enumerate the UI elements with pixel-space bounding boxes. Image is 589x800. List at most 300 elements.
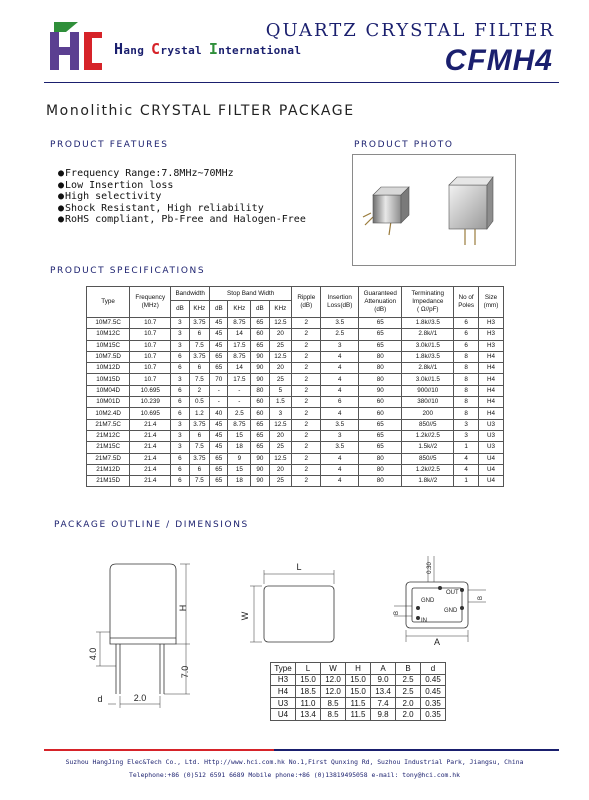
spec-cell: 21M12C (87, 430, 130, 441)
spec-cell: 45 (210, 318, 228, 329)
spec-cell: 4 (321, 453, 359, 464)
spec-cell: 2 (292, 363, 321, 374)
spec-cell: U3 (479, 430, 504, 441)
spec-cell: 3 (171, 419, 189, 430)
pin-label-in: IN (421, 618, 427, 624)
spec-cell: 5 (269, 385, 292, 396)
spec-cell: 4 (321, 374, 359, 385)
label-b-left: B (394, 610, 400, 616)
dims-cell: 2.0 (396, 709, 421, 721)
spec-cell: 90 (251, 453, 269, 464)
spec-cell: 18 (228, 476, 251, 487)
feature-item: ● Low Insertion loss (58, 180, 306, 192)
dims-cell: 7.4 (371, 697, 396, 709)
spec-cell: U3 (479, 419, 504, 430)
label-a: A (433, 637, 441, 647)
spec-cell: 21M7.5D (87, 453, 130, 464)
dims-cell: 15.0 (346, 686, 371, 698)
dims-cell: 9.8 (371, 709, 396, 721)
spec-cell: 25 (269, 374, 292, 385)
spec-cell: 10M01D (87, 397, 130, 408)
spec-cell: H4 (479, 374, 504, 385)
spec-cell: 380//10 (402, 397, 454, 408)
spec-cell: 3.75 (189, 453, 210, 464)
footer-contact: Telephone:+86 (0)512 6591 6689 Mobile phone:+86 (0)13819495058 e-mail: tony@hci.com.hk (129, 771, 460, 779)
feature-list (58, 168, 306, 226)
spec-cell: 60 (251, 329, 269, 340)
spec-cell: 6 (171, 408, 189, 419)
spec-cell: 7.5 (189, 374, 210, 385)
spec-cell: 3 (269, 408, 292, 419)
spec-cell: 3 (171, 442, 189, 453)
spec-cell: 80 (359, 374, 402, 385)
spec-cell: 21M15D (87, 476, 130, 487)
spec-cell: 6 (171, 397, 189, 408)
dims-cell: 18.5 (296, 686, 321, 698)
header-divider (44, 82, 559, 83)
spec-cell: 90 (251, 351, 269, 362)
spec-cell: 6 (321, 397, 359, 408)
spec-cell: 3 (321, 430, 359, 441)
spec-row (87, 430, 504, 441)
spec-cell: 6 (189, 329, 210, 340)
section-heading-outline: PACKAGE OUTLINE / DIMENSIONS (54, 520, 249, 530)
spec-cell: - (210, 397, 228, 408)
spec-cell: 1.5k//2 (402, 442, 454, 453)
spec-cell: 3.75 (189, 318, 210, 329)
spec-row (87, 397, 504, 408)
spec-cell: 40 (210, 408, 228, 419)
spec-cell: 90 (251, 476, 269, 487)
dimensions-table-body (271, 674, 446, 720)
spec-cell: 1.5 (269, 397, 292, 408)
col-header-insertion-loss: Insertion Loss(dB) (321, 287, 359, 318)
spec-cell: H3 (479, 318, 504, 329)
spec-cell: 20 (269, 329, 292, 340)
subheader-khz: KHz (189, 301, 210, 318)
spec-cell: 45 (210, 419, 228, 430)
spec-row (87, 329, 504, 340)
spec-cell: 4 (454, 464, 479, 475)
spec-table (86, 286, 504, 487)
spec-cell: 4 (321, 351, 359, 362)
spec-cell: 4 (454, 453, 479, 464)
pin-label-gnd-right: GND (444, 608, 458, 614)
dims-cell: 2.5 (396, 686, 421, 698)
spec-row (87, 442, 504, 453)
spec-cell: 3 (454, 430, 479, 441)
spec-cell: 6 (171, 363, 189, 374)
spec-cell: 65 (210, 453, 228, 464)
spec-cell: - (210, 385, 228, 396)
spec-row (87, 453, 504, 464)
spec-cell: 2 (292, 464, 321, 475)
col-header-attenuation: Guaranteed Attenuation (dB) (359, 287, 402, 318)
spec-cell: 65 (251, 442, 269, 453)
spec-cell: 2 (292, 351, 321, 362)
spec-cell: 21.4 (130, 442, 171, 453)
spec-cell: H4 (479, 363, 504, 374)
spec-cell: 8.75 (228, 318, 251, 329)
spec-cell: 850//5 (402, 419, 454, 430)
spec-cell: 45 (210, 340, 228, 351)
spec-cell: 90 (251, 363, 269, 374)
spec-cell: 2 (292, 419, 321, 430)
spec-cell: 80 (359, 476, 402, 487)
spec-cell: 3 (171, 318, 189, 329)
spec-cell: 3 (171, 340, 189, 351)
dims-header-cell: L (296, 663, 321, 675)
dims-cell: H4 (271, 686, 296, 698)
spec-cell: 80 (251, 385, 269, 396)
product-photo (352, 154, 516, 266)
spec-cell: 10.7 (130, 363, 171, 374)
dims-cell: 2.0 (396, 697, 421, 709)
spec-row (87, 476, 504, 487)
spec-row (87, 464, 504, 475)
spec-cell: 20 (269, 464, 292, 475)
spec-cell: H4 (479, 351, 504, 362)
spec-cell: 3.75 (189, 351, 210, 362)
section-heading-photo: PRODUCT PHOTO (354, 140, 454, 150)
dims-cell: 15.0 (346, 674, 371, 686)
spec-cell: 10M7.5D (87, 351, 130, 362)
spec-cell: 10.695 (130, 408, 171, 419)
spec-row (87, 351, 504, 362)
footer-address: Suzhou HangJing Elec&Tech Co., Ltd. Http://www.hci.com.hk No.1,First Qunxing Rd, Suzhou Industrial Park, Jiangsu, China (65, 758, 524, 766)
spec-cell: 2.8k//1 (402, 363, 454, 374)
spec-cell: 6 (454, 340, 479, 351)
spec-cell: 6 (171, 385, 189, 396)
spec-cell: 21M7.5C (87, 419, 130, 430)
dims-cell: 0.45 (421, 674, 446, 686)
spec-cell: 80 (359, 351, 402, 362)
spec-cell: 2 (292, 453, 321, 464)
spec-cell: 9 (228, 453, 251, 464)
col-header-bandwidth: Bandwidth (171, 287, 210, 301)
spec-cell: 10M15D (87, 374, 130, 385)
label-7-0: 7.0 (180, 665, 190, 679)
spec-cell: 21.4 (130, 430, 171, 441)
spec-cell: 10M15C (87, 340, 130, 351)
spec-cell: H4 (479, 408, 504, 419)
spec-cell: 15 (228, 430, 251, 441)
dims-cell: 11.5 (346, 709, 371, 721)
dims-cell: 9.0 (371, 674, 396, 686)
spec-cell: 1.8k//3.5 (402, 351, 454, 362)
spec-cell: 65 (210, 464, 228, 475)
spec-cell: 45 (210, 442, 228, 453)
spec-cell: 3.5 (321, 419, 359, 430)
spec-cell: 2 (292, 442, 321, 453)
dims-row (271, 674, 446, 686)
spec-cell: 10M12C (87, 329, 130, 340)
spec-cell: 8 (454, 363, 479, 374)
spec-cell: 1.2 (189, 408, 210, 419)
spec-cell: 7.5 (189, 442, 210, 453)
spec-cell: 14 (228, 363, 251, 374)
spec-row (87, 419, 504, 430)
crystal-filter-photo (353, 155, 515, 265)
spec-cell: H3 (479, 329, 504, 340)
model-number: CFMH4 (444, 44, 553, 77)
dims-cell: 0.35 (421, 709, 446, 721)
spec-cell: 2 (292, 430, 321, 441)
spec-row (87, 408, 504, 419)
col-header-size: Size (mm) (479, 287, 504, 318)
spec-cell: 10.7 (130, 329, 171, 340)
spec-cell: 90 (251, 374, 269, 385)
spec-cell: 18 (228, 442, 251, 453)
spec-cell: 45 (210, 430, 228, 441)
dims-cell: U4 (271, 709, 296, 721)
spec-cell: 8.75 (228, 351, 251, 362)
bottom-view-body (406, 582, 468, 628)
dims-row (271, 686, 446, 698)
spec-cell: 12.5 (269, 351, 292, 362)
spec-cell: U3 (479, 442, 504, 453)
spec-row (87, 385, 504, 396)
spec-cell: 3.0k//1.5 (402, 340, 454, 351)
spec-cell: 1.8k//2 (402, 476, 454, 487)
spec-cell: 25 (269, 340, 292, 351)
spec-cell: 1 (454, 442, 479, 453)
dims-header-cell: W (321, 663, 346, 675)
spec-cell: 4 (321, 408, 359, 419)
feature-item: ● Frequency Range:7.8MHz~70MHz (58, 168, 306, 180)
footer-divider-accent (44, 749, 274, 751)
spec-cell: 3 (171, 329, 189, 340)
spec-cell: 21.4 (130, 476, 171, 487)
spec-cell: 0.5 (189, 397, 210, 408)
dims-cell: 11.0 (296, 697, 321, 709)
spec-cell: - (228, 385, 251, 396)
spec-cell: 2 (292, 374, 321, 385)
dims-cell: U3 (271, 697, 296, 709)
dims-cell: 8.5 (321, 709, 346, 721)
spec-cell: 7.5 (189, 476, 210, 487)
spec-cell: H4 (479, 385, 504, 396)
spec-cell: 80 (359, 464, 402, 475)
spec-cell: 65 (210, 476, 228, 487)
spec-cell: 1.8k//3.5 (402, 318, 454, 329)
spec-cell: 25 (269, 476, 292, 487)
dims-row (271, 709, 446, 721)
label-w: W (240, 611, 250, 621)
spec-table-body (87, 318, 504, 487)
spec-cell: 8 (454, 351, 479, 362)
spec-cell: 90 (251, 464, 269, 475)
label-b-right: B (478, 595, 484, 601)
spec-cell: 10.239 (130, 397, 171, 408)
spec-cell: 3.5 (321, 318, 359, 329)
spec-cell: 80 (359, 363, 402, 374)
spec-cell: 8 (454, 408, 479, 419)
spec-cell: 12.5 (269, 453, 292, 464)
spec-cell: 10.7 (130, 351, 171, 362)
spec-cell: 65 (251, 419, 269, 430)
spec-cell: 6 (189, 464, 210, 475)
spec-cell: 4 (321, 385, 359, 396)
spec-cell: 3 (171, 374, 189, 385)
dims-cell: 8.5 (321, 697, 346, 709)
spec-row (87, 374, 504, 385)
spec-cell: 3 (171, 430, 189, 441)
spec-cell: 2.5 (228, 408, 251, 419)
subheader-khz: KHz (269, 301, 292, 318)
spec-cell: 3.0k//1.5 (402, 374, 454, 385)
spec-cell: 65 (359, 329, 402, 340)
subheader-db: dB (171, 301, 189, 318)
spec-cell: 6 (171, 453, 189, 464)
spec-cell: 2 (292, 318, 321, 329)
spec-cell: 6 (171, 464, 189, 475)
spec-cell: 6 (171, 476, 189, 487)
col-header-stopband: Stop Band Width (210, 287, 292, 301)
spec-cell: 2 (292, 397, 321, 408)
spec-row (87, 340, 504, 351)
spec-cell: 4 (321, 464, 359, 475)
spec-cell: 10.7 (130, 340, 171, 351)
col-header-poles: No of Poles (454, 287, 479, 318)
spec-cell: 10M7.5C (87, 318, 130, 329)
col-header-frequency: Frequency (MHz) (130, 287, 171, 318)
spec-cell: 21.4 (130, 453, 171, 464)
spec-cell: 65 (359, 419, 402, 430)
spec-cell: 90 (359, 385, 402, 396)
subheader-db: dB (210, 301, 228, 318)
spec-cell: 17.5 (228, 340, 251, 351)
spec-cell: 2 (292, 329, 321, 340)
spec-cell: 2 (189, 385, 210, 396)
spec-cell: 850//5 (402, 453, 454, 464)
company-logo (44, 18, 106, 74)
spec-cell: 20 (269, 363, 292, 374)
spec-cell: 21M15C (87, 442, 130, 453)
dims-cell: 0.45 (421, 686, 446, 698)
spec-cell: 65 (251, 318, 269, 329)
spec-cell: 8 (454, 385, 479, 396)
spec-cell: 65 (359, 442, 402, 453)
col-header-ripple: Ripple (dB) (292, 287, 321, 318)
side-view-body (110, 564, 176, 644)
spec-cell: 6 (189, 430, 210, 441)
spec-cell: 21M12D (87, 464, 130, 475)
spec-cell: 2 (292, 476, 321, 487)
spec-cell: 65 (210, 363, 228, 374)
spec-cell: 8.75 (228, 419, 251, 430)
spec-cell: 70 (210, 374, 228, 385)
spec-cell: U4 (479, 476, 504, 487)
dims-cell: 13.4 (296, 709, 321, 721)
feature-item: ● High selectivity (58, 191, 306, 203)
spec-cell: 65 (210, 351, 228, 362)
spec-cell: 7.5 (189, 340, 210, 351)
subheader-db: dB (251, 301, 269, 318)
product-line-title: QUARTZ CRYSTAL FILTER (265, 20, 555, 41)
spec-cell: 60 (251, 408, 269, 419)
spec-cell: 3.75 (189, 419, 210, 430)
spec-cell: - (228, 397, 251, 408)
spec-cell: 65 (359, 430, 402, 441)
spec-cell: 17.5 (228, 374, 251, 385)
label-4-0: 4.0 (88, 647, 98, 661)
spec-cell: 3 (454, 419, 479, 430)
spec-cell: 2.5 (321, 329, 359, 340)
spec-row (87, 363, 504, 374)
spec-cell: 6 (171, 351, 189, 362)
dimensions-table (270, 662, 446, 721)
spec-cell: 21.4 (130, 419, 171, 430)
dims-header-cell: Type (271, 663, 296, 675)
spec-cell: 1 (454, 476, 479, 487)
subheader-khz: KHz (228, 301, 251, 318)
dims-header-cell: A (371, 663, 396, 675)
col-header-impedance: Terminating Impedance ( Ω//pF) (402, 287, 454, 318)
dimensions-header-row (271, 663, 446, 675)
dims-cell: 15.0 (296, 674, 321, 686)
spec-cell: H4 (479, 397, 504, 408)
spec-cell: 65 (251, 430, 269, 441)
spec-cell: 12.5 (269, 419, 292, 430)
spec-cell: 80 (359, 453, 402, 464)
spec-cell: 65 (359, 318, 402, 329)
dims-cell: H3 (271, 674, 296, 686)
label-d: d (97, 694, 103, 704)
col-header-type: Type (87, 287, 130, 318)
company-name: Hang Crystal International (114, 40, 302, 58)
spec-cell: H3 (479, 340, 504, 351)
spec-row (87, 318, 504, 329)
spec-cell: 60 (251, 397, 269, 408)
spec-cell: 6 (454, 318, 479, 329)
spec-cell: 1.2k//2.5 (402, 430, 454, 441)
spec-cell: 6 (454, 329, 479, 340)
spec-cell: 1.2k//2.5 (402, 464, 454, 475)
spec-cell: 2 (292, 385, 321, 396)
section-heading-features: PRODUCT FEATURES (50, 140, 169, 150)
spec-cell: 900//10 (402, 385, 454, 396)
dims-cell: 12.0 (321, 686, 346, 698)
spec-cell: 4 (321, 476, 359, 487)
spec-cell: 2.8k//1 (402, 329, 454, 340)
spec-cell: 10M2.4D (87, 408, 130, 419)
pin-label-gnd-left: GND (421, 598, 435, 604)
dims-header-cell: d (421, 663, 446, 675)
spec-cell: U4 (479, 464, 504, 475)
spec-cell: 10.7 (130, 374, 171, 385)
spec-cell: 60 (359, 408, 402, 419)
label-0-30: 0.30 (427, 562, 433, 574)
label-2-0: 2.0 (133, 693, 147, 703)
spec-cell: 2 (292, 408, 321, 419)
dims-cell: 0.35 (421, 697, 446, 709)
spec-cell: 3.5 (321, 442, 359, 453)
feature-item: ● RoHS compliant, Pb-Free and Halogen-Free (58, 214, 306, 226)
dims-cell: 13.4 (371, 686, 396, 698)
spec-cell: 200 (402, 408, 454, 419)
dims-header-cell: B (396, 663, 421, 675)
spec-cell: 45 (210, 329, 228, 340)
spec-cell: 25 (269, 442, 292, 453)
spec-cell: 10.7 (130, 318, 171, 329)
spec-cell: 10M04D (87, 385, 130, 396)
spec-cell: 10M12D (87, 363, 130, 374)
dims-cell: 11.5 (346, 697, 371, 709)
top-view-body (264, 586, 334, 642)
spec-cell: 8 (454, 397, 479, 408)
dims-cell: 12.0 (321, 674, 346, 686)
